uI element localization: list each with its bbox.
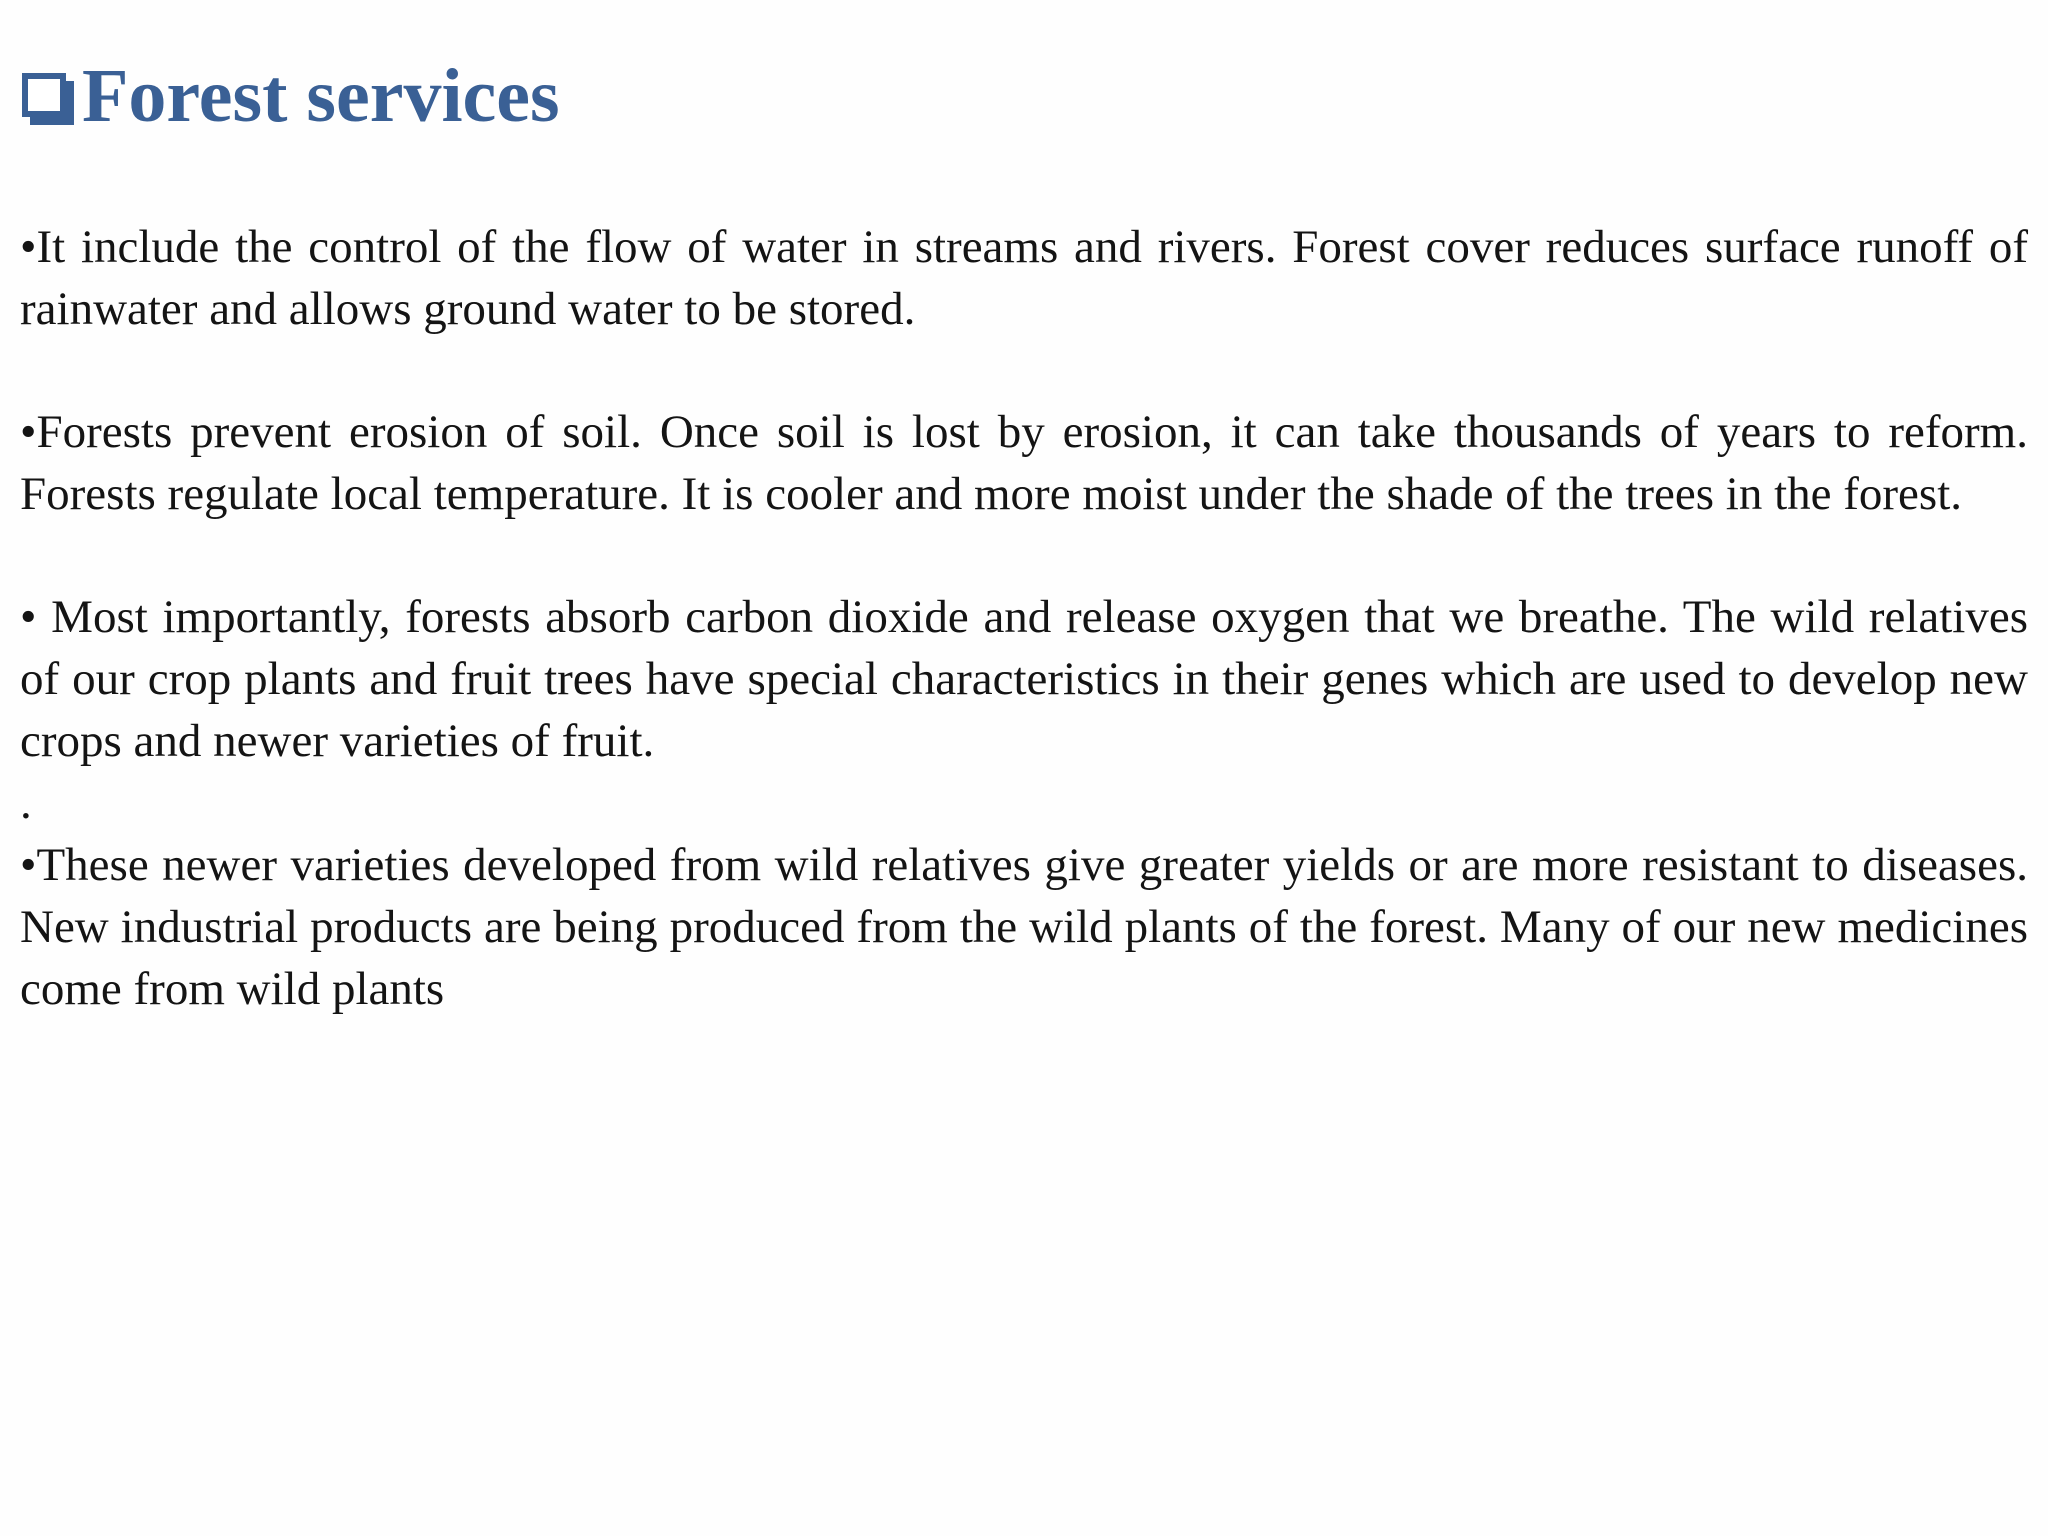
checkbox-square-icon xyxy=(22,73,74,125)
bullet-paragraph-wild-varieties: •These newer varieties developed from wild relatives give greater yields or are more resistant to diseases. New industrial products are being produced from the wild plants of the forest. Many of our new medicines come from wild plants xyxy=(20,839,2028,1015)
bullet-paragraph-carbon-dioxide: • Most importantly, forests absorb carbon dioxide and release oxygen that we breathe. The wild relatives of our crop plants and fruit trees have special characteristics in their genes which are used to develop new crops and newer varieties of fruit. xyxy=(20,591,2028,767)
slide-title-row xyxy=(22,48,560,144)
bullet-paragraph-water-flow: •It include the control of the flow of water in streams and rivers. Forest cover reduces surface runoff of rainwater and allows ground water to be stored. xyxy=(20,221,2028,335)
slide-title: Forest services xyxy=(82,54,560,138)
bullet-paragraph-soil-erosion: •Forests prevent erosion of soil. Once soil is lost by erosion, it can take thousands of years to reform. Forests regulate local temperature. It is cooler and more moist under the shade of the trees in the forest. xyxy=(20,406,2028,520)
stray-period: . xyxy=(20,777,32,829)
slide-body xyxy=(20,216,2028,1020)
